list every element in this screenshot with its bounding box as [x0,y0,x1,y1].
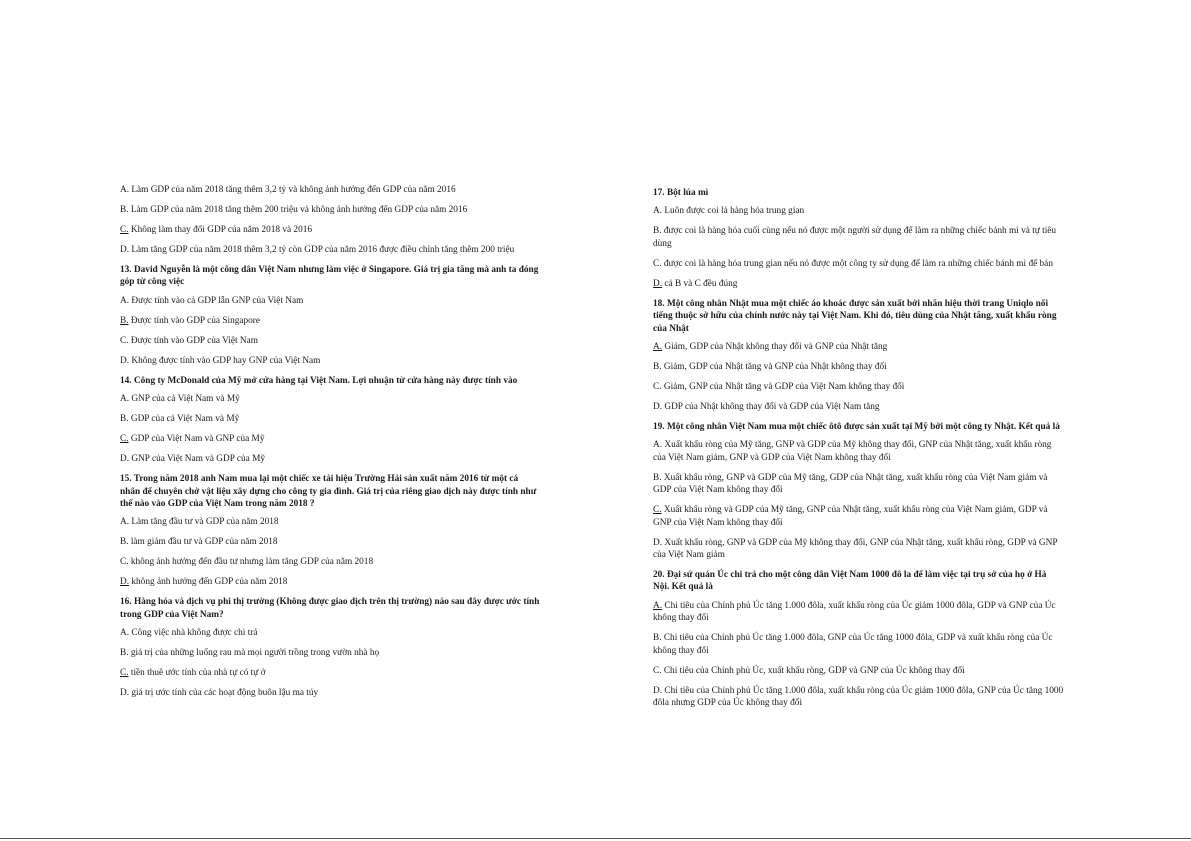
answer-letter-underlined: D. [120,577,130,588]
text: B. GDP của cả Việt Nam và Mỹ [120,414,240,425]
text: A. GNP của cả Việt Nam và Mỹ [120,394,240,405]
text: Giảm, GDP của Nhật không thay đổi và GNP của Nhật tăng [662,342,888,353]
text: C. không ảnh hưởng đến đầu tư nhưng làm tăng GDP của năm 2018 [120,557,374,568]
answer-option [653,665,1064,677]
left-column [120,184,540,707]
text: GDP của Việt Nam và GNP của Mỹ [128,434,265,445]
answer-option [120,687,540,699]
text: cả B và C đều đúng [662,278,738,289]
answer-option [653,225,1064,250]
answer-option [653,205,1064,217]
text: Xuất khẩu ròng và GDP của Mỹ tăng, GNP của Nhật tăng, xuất khẩu ròng của Việt Nam giảm, GDP và GNP của Việt Nam không thay đổi [653,505,1048,528]
text: 17. Bột lúa mì [653,188,709,198]
answer-option [120,355,540,367]
text: 19. Một công nhân Việt Nam mua một chiếc ôtô được sản xuất tại Mỹ bởi một công ty Nhật. Kết quả là [653,422,1060,433]
text: D. Xuất khẩu ròng, GNP và GDP của Mỹ không thay đổi, GNP của Nhật tăng, xuất khẩu ròng, GDP và GNP của Việt Nam giảm [653,537,1058,561]
text: Được tính vào GDP của Singapore [128,315,261,326]
answer-letter-underlined: C. [120,225,129,235]
question-text [120,473,540,510]
answer-option [120,393,540,405]
text: D. Không được tính vào GDP hay GNP của Việt Nam [120,355,321,366]
text: C. Được tính vào GDP của Việt Nam [120,335,258,346]
text: B. Làm GDP của năm 2018 tăng thêm 200 triệu và không ảnh hưởng đến GDP của năm 2016 [120,205,468,215]
text: A. Công việc nhà không được chi trả [120,628,258,639]
question-text [653,569,1064,594]
question-text [653,421,1064,433]
text: A. Được tính vào cả GDP lẫn GNP của Việt Nam [120,295,304,306]
answer-option [120,244,540,256]
answer-option [120,576,540,588]
text: 18. Một công nhân Nhật mua một chiếc áo khoác được sản xuất bởi nhãn hiệu thời trang Uniqlo nổi tiếng thuộc sở hữu của chính nước này tại Việt Nam. Khi đó, tiêu dùng của Nhật tăng, xuất khẩu ròng của Nhật [653,298,1057,334]
text: không ảnh hưởng đến GDP của năm 2018 [129,577,288,588]
text: D. GDP của Nhật không thay đổi và GDP của Việt Nam tăng [653,402,880,413]
answer-option [120,433,540,445]
text: C. Chi tiêu của Chính phủ Úc, xuất khẩu ròng, GDP và GNP của Úc không thay đổi [653,665,965,676]
question-text [653,298,1064,335]
answer-option [120,184,540,196]
text: A. Làm GDP của năm 2018 tăng thêm 3,2 tỷ và không ảnh hưởng đến GDP của năm 2016 [120,185,456,195]
answer-option [653,504,1064,529]
answer-letter-underlined: C. [653,505,662,516]
answer-option [120,204,540,216]
answer-letter-underlined: A. [653,600,663,611]
text: B. làm giảm đầu tư và GDP của năm 2018 [120,537,278,548]
text: B. Chi tiêu của Chính phủ Úc tăng 1.000 đôla, GNP của Úc tăng 1000 đôla, GDP và xuất khẩu ròng của Úc không thay đổi [653,633,1053,656]
question-text [653,187,1064,199]
answer-option [653,685,1064,710]
answer-option [120,647,540,659]
text: D. Làm tăng GDP của năm 2018 thêm 3,2 tỷ còn GDP của năm 2016 được điều chỉnh tăng thêm 200 triệu [120,245,515,255]
answer-option [120,453,540,465]
answer-option [653,381,1064,393]
text: 15. Trong năm 2018 anh Nam mua lại một chiếc xe tải hiệu Trường Hải sản xuất năm 2016 từ một cá nhân để chuyên chở vật liệu xây dựng cho công ty gia đình. Giá trị của riêng giao dịch này được tính như thế nào vào GDP của Việt Nam trong năm 2018 ? [120,474,537,510]
text: 20. Đại sứ quán Úc chi trả cho một công dân Việt Nam 1000 đô la để làm việc tại trụ sở của họ ở Hà Nội. Kết quả là [653,570,1047,593]
text: 13. David Nguyễn là một công dân Việt Nam nhưng làm việc ở Singapore. Giá trị gia tăng mà anh ta đóng góp từ công việc [120,265,539,288]
answer-option [653,258,1064,270]
answer-option [120,627,540,639]
answer-letter-underlined: D. [653,278,663,289]
answer-option [120,335,540,347]
answer-letter-underlined: C. [120,434,129,445]
answer-option [120,315,540,327]
question-text [120,264,540,289]
answer-option [653,600,1064,625]
text: Không làm thay đổi GDP của năm 2018 và 2016 [128,225,313,235]
answer-option [120,556,540,568]
right-column [653,184,1064,717]
text: D. Chi tiêu của Chính phủ Úc tăng 1.000 đôla, xuất khẩu ròng của Úc giảm 1000 đôla, GNP của Úc tăng 1000 đôla nhưng GDP của Úc không thay đổi [653,685,1064,709]
text: A. Xuất khẩu ròng của Mỹ tăng, GNP và GDP của Mỹ không thay đổi, GNP của Nhật tăng, xuất khẩu ròng của Việt Nam giảm, GNP và GDP của Việt Nam không thay đổi [653,440,1052,463]
text: B. Giảm, GDP của Nhật tăng và GNP của Nhật không thay đổi [653,362,887,373]
text: tiền thuê ước tính của nhà tự có tự ở [128,668,266,679]
answer-option [120,413,540,425]
text: A. Làm tăng đầu tư và GDP của năm 2018 [120,517,279,528]
text: 16. Hàng hóa và dịch vụ phi thị trường (Không được giao dịch trên thị trường) nào sau đây được ước tính trong GDP của Việt Nam? [120,597,540,620]
answer-letter-underlined: A. [653,342,663,353]
text: D. giá trị ước tính của các hoạt động buôn lậu ma túy [120,688,319,699]
answer-option [120,536,540,548]
answer-letter-underlined: B. [120,315,129,326]
text: C. được coi là hàng hóa trung gian nếu nó được một công ty sử dụng để làm ra những chiếc bánh mì để bán [653,258,1053,269]
answer-option [120,224,540,236]
answer-option [120,295,540,307]
text: B. Xuất khẩu ròng, GNP và GDP của Mỹ tăng, GDP của Nhật tăng, xuất khẩu ròng của Việt Nam giảm và GDP của Việt Nam không thay đổi [653,472,1048,496]
text: C. Giảm, GNP của Nhật tăng và GDP của Việt Nam không thay đổi [653,382,905,393]
answer-option [653,341,1064,353]
answer-option [120,516,540,528]
answer-option [120,667,540,679]
text: B. được coi là hàng hóa cuối cùng nếu nó được một người sử dụng để làm ra những chiếc bánh mì và tự tiêu dùng [653,226,1057,249]
text: 14. Công ty McDonald của Mỹ mở cửa hàng tại Việt Nam. Lợi nhuận từ cửa hàng này được tính vào [120,375,518,386]
answer-option [653,472,1064,497]
page-bottom-rule [0,838,1191,839]
answer-option [653,439,1064,464]
text: D. GNP của Việt Nam và GDP của Mỹ [120,454,265,465]
answer-letter-underlined: C. [120,668,129,679]
text: A. Luôn được coi là hàng hóa trung gian [653,206,805,217]
text: Chi tiêu của Chính phủ Úc tăng 1.000 đôla, xuất khẩu ròng của Úc giảm 1000 đôla, GDP và GNP của Úc không thay đổi [653,600,1056,624]
text: B. giá trị của những luống rau mà mọi người trồng trong vườn nhà họ [120,648,380,659]
answer-option [653,401,1064,413]
answer-option [653,361,1064,373]
answer-option [653,632,1064,657]
answer-option [653,278,1064,290]
answer-option [653,537,1064,562]
question-text [120,375,540,387]
question-text [120,596,540,621]
